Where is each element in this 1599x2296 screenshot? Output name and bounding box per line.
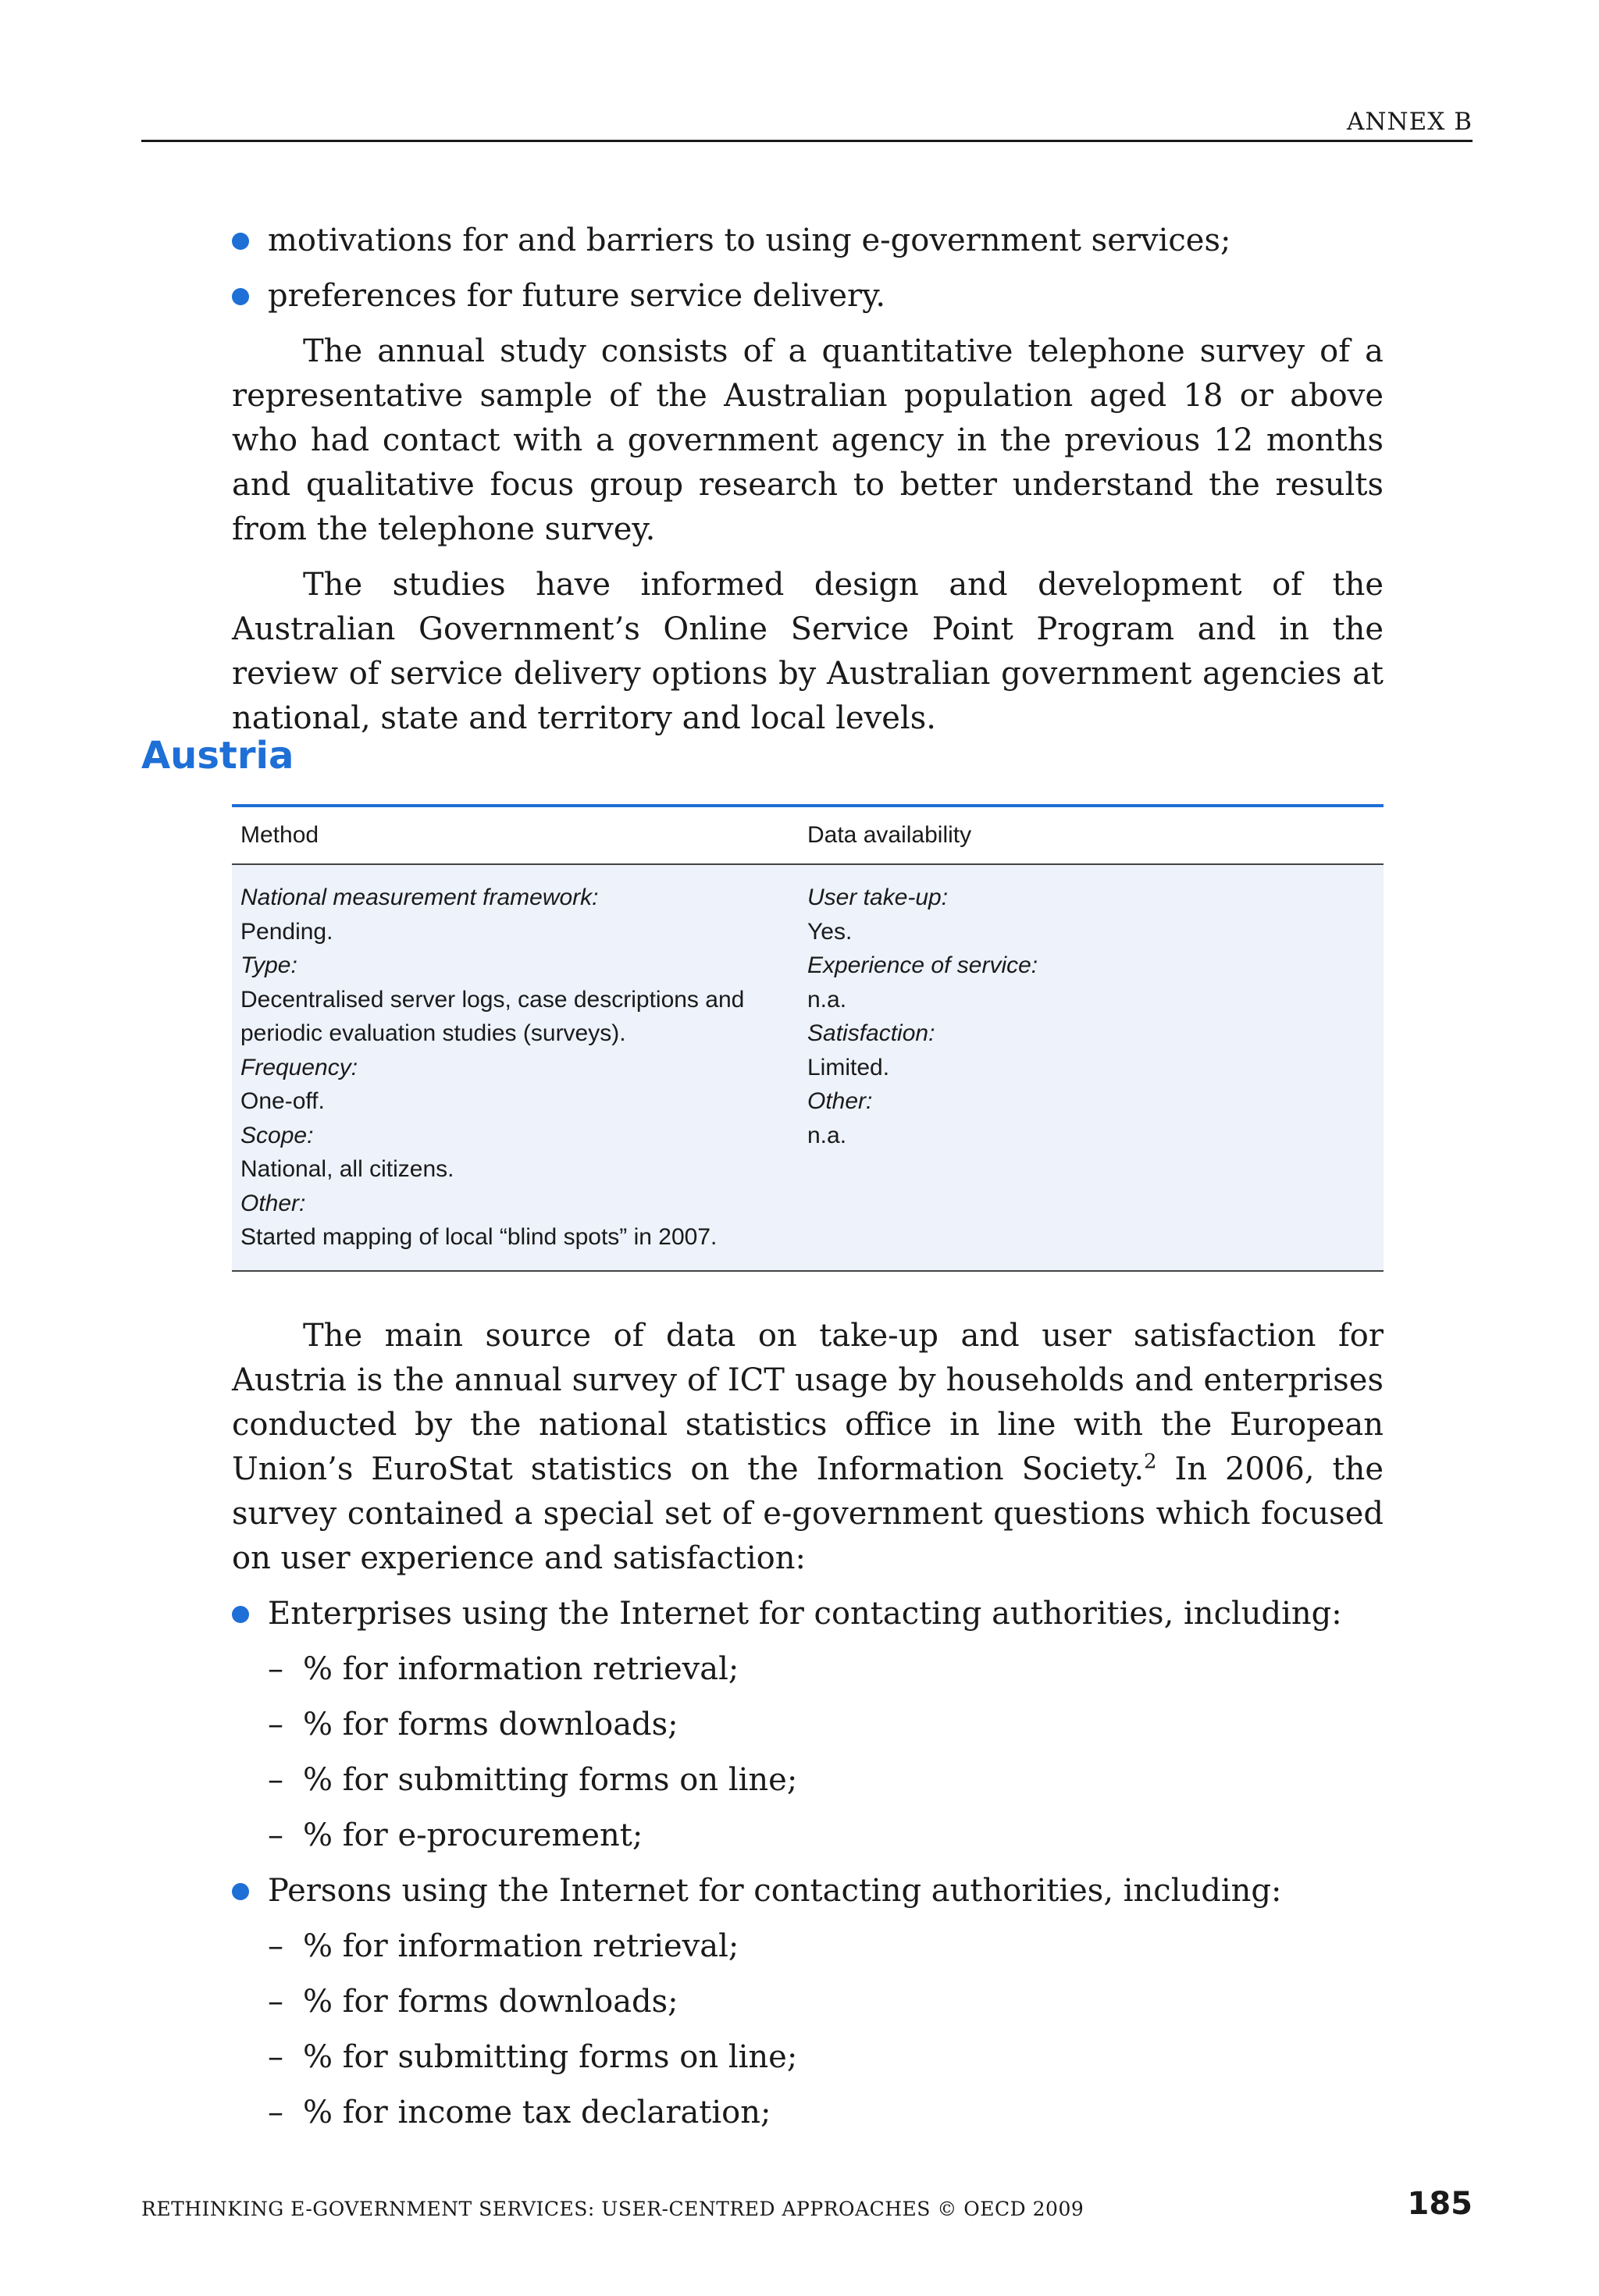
table-body — [232, 865, 1384, 1270]
availability-label: User take-up: — [807, 885, 949, 910]
table-header-row — [232, 807, 1384, 863]
intro-section — [232, 219, 1384, 741]
bullet-icon — [232, 233, 249, 250]
bullet-icon — [232, 288, 249, 305]
austria-body — [232, 1314, 1384, 2146]
table-header-availability: Data availability — [807, 822, 972, 849]
austria-table — [232, 804, 1384, 1272]
availability-label: Other: — [807, 1088, 873, 1114]
bullet-item: motivations for and barriers to using e-government services; — [232, 219, 1384, 263]
page-number: 185 — [1407, 2186, 1473, 2222]
method-value: Started mapping of local “blind spots” in 2007. — [240, 1224, 718, 1250]
table-bottom-rule — [232, 1270, 1384, 1272]
dash-icon: – — [268, 1817, 283, 1853]
dash-item: – % for information retrieval; — [232, 1647, 1384, 1692]
method-value: Pending. — [240, 918, 333, 945]
bullet-icon — [232, 1606, 249, 1623]
dash-icon: – — [268, 1651, 283, 1687]
availability-column — [807, 881, 1384, 1255]
header-rule — [141, 140, 1473, 142]
availability-label: Satisfaction: — [807, 1020, 935, 1046]
dash-item: – % for income tax declaration; — [232, 2091, 1384, 2135]
method-label: Other: — [240, 1190, 306, 1216]
dash-item: – % for submitting forms on line; — [232, 1758, 1384, 1803]
dash-item: – % for information retrieval; — [232, 1924, 1384, 1969]
method-column — [232, 881, 807, 1255]
dash-item: – % for e-procurement; — [232, 1814, 1384, 1858]
dash-icon: – — [268, 1928, 283, 1964]
availability-value: Limited. — [807, 1054, 890, 1080]
method-value: One-off. — [240, 1088, 325, 1114]
method-value: Decentralised server logs, case descriptions and periodic evaluation studies (surveys). — [240, 986, 745, 1046]
bullet-item: Enterprises using the Internet for contacting authorities, including: — [232, 1592, 1384, 1636]
paragraph-australia-study: The annual study consists of a quantitative telephone survey of a representative sample of the Australian population aged 18 or above who had contact with a government agency in the previous 12 months and qualitative focus group research to better understand the results from the telephone survey. — [232, 333, 1384, 547]
footnote-ref[interactable]: 2 — [1144, 1450, 1157, 1474]
availability-value: n.a. — [807, 1122, 847, 1148]
dash-item: – % for forms downloads; — [232, 1980, 1384, 2024]
availability-value: Yes. — [807, 918, 853, 945]
availability-label: Experience of service: — [807, 952, 1038, 978]
paragraph-australia-design: The studies have informed design and development of the Australian Government’s Online Service Point Program and in the review of service delivery options by Australian government agencies at national, state and territory and local levels. — [232, 567, 1384, 736]
dash-icon: – — [268, 2039, 283, 2075]
dash-item: – % for submitting forms on line; — [232, 2035, 1384, 2080]
bullet-item: preferences for future service delivery. — [232, 274, 1384, 319]
table-header-method: Method — [240, 822, 319, 849]
method-value: National, all citizens. — [240, 1156, 454, 1182]
dash-icon: – — [268, 1984, 283, 2020]
method-label: Type: — [240, 952, 297, 978]
dash-item: – % for forms downloads; — [232, 1703, 1384, 1747]
method-label: National measurement framework: — [240, 885, 599, 910]
paragraph-austria-main: The main source of data on take-up and user satisfaction for Austria is the annual survey of ICT usage by households and enterprises conducted by the national statistics office in line with the European Union’s EuroStat statistics on the Information Society.$^2$ In 2006, the survey contained a special set of e-government questions which focused on user experience and satisfaction: — [232, 1318, 1384, 1576]
dash-icon: – — [268, 2095, 283, 2130]
dash-icon: – — [268, 1762, 283, 1798]
running-header: ANNEX B — [1347, 108, 1473, 136]
method-label: Frequency: — [240, 1054, 358, 1080]
bullet-item: Persons using the Internet for contacting authorities, including: — [232, 1869, 1384, 1913]
dash-icon: – — [268, 1707, 283, 1742]
method-label: Scope: — [240, 1122, 314, 1148]
section-title-austria: Austria — [141, 734, 294, 778]
availability-value: n.a. — [807, 986, 847, 1013]
footer-publication: RETHINKING E-GOVERNMENT SERVICES: USER-CENTRED APPROACHES © OECD 2009 — [141, 2198, 1084, 2220]
bullet-icon — [232, 1883, 249, 1900]
